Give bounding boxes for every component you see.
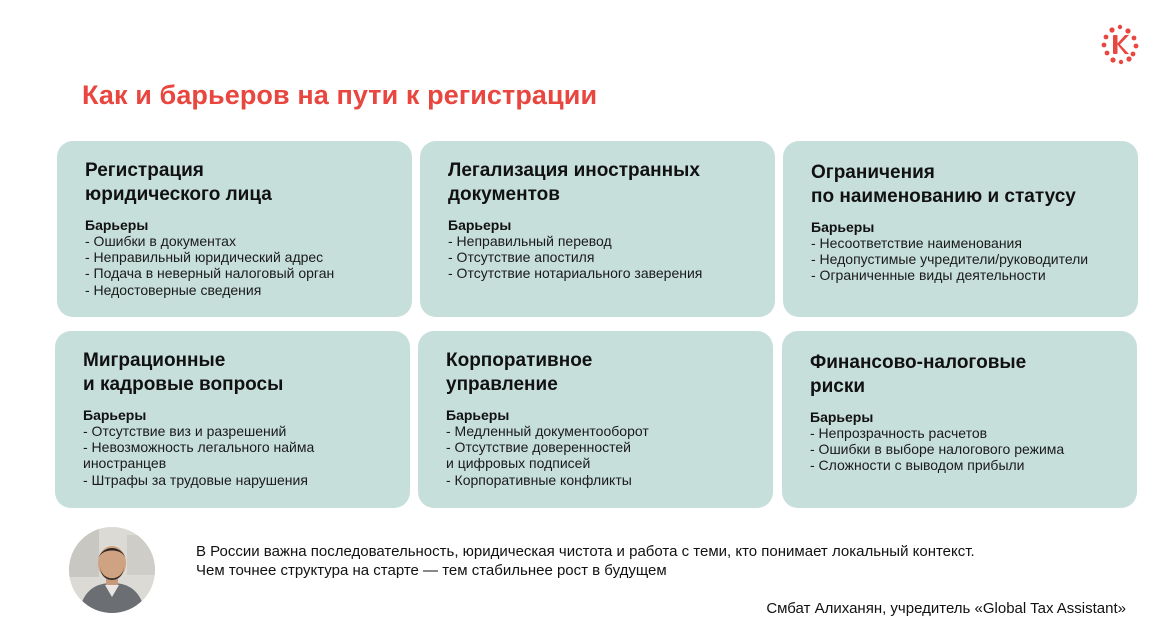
quote-text <box>196 542 1116 580</box>
card-title-line: Миграционные <box>83 350 226 371</box>
card-title <box>810 351 1117 399</box>
list-item: - Ограниченные виды деятельности <box>811 267 1046 284</box>
card-migration-hr-issues <box>55 331 410 508</box>
card-legal-entity-registration <box>57 141 412 317</box>
card-title <box>448 159 755 207</box>
list-item: - Отсутствие апостиля <box>448 249 595 266</box>
card-corporate-governance <box>418 331 773 508</box>
list-item: - Неправильный юридический адрес <box>85 249 324 266</box>
card-title-line: управление <box>446 374 558 395</box>
card-title <box>811 161 1118 209</box>
card-subheading: Барьеры <box>85 217 149 233</box>
card-subheading: Барьеры <box>446 407 510 423</box>
list-item: - Ошибки в документах <box>85 233 236 249</box>
card-financial-tax-risks <box>782 331 1137 508</box>
list-item: - Невозможность легального найма <box>83 439 315 456</box>
list-item: - Отсутствие доверенностей <box>446 439 632 456</box>
barrier-list <box>811 235 1118 284</box>
page-title: Как и барьеров на пути к регистрации <box>82 80 598 110</box>
card-title-line: и кадровые вопросы <box>83 374 284 395</box>
barrier-list <box>446 423 753 488</box>
card-title-line: риски <box>810 376 866 397</box>
quote-author: Смбат Алиханян, учредитель «Global Tax Assistant» <box>766 600 1126 617</box>
list-item: - Штрафы за трудовые нарушения <box>83 471 308 488</box>
card-title-line: по наименованию и статусу <box>811 186 1076 207</box>
company-logo-icon <box>1098 22 1142 66</box>
card-foreign-documents-legalization <box>420 141 775 317</box>
barrier-list <box>448 233 755 282</box>
quote-line: Чем точнее структура на старте — тем стабильнее рост в будущем <box>196 562 667 579</box>
card-title-line: Корпоративное <box>446 350 593 371</box>
card-subheading: Барьеры <box>811 219 875 235</box>
list-item: - Недостоверные сведения <box>85 281 262 298</box>
card-title-line: Легализация иностранных <box>448 160 700 181</box>
barrier-list <box>810 425 1117 474</box>
card-title-line: юридического лица <box>85 184 272 205</box>
list-item: - Непрозрачность расчетов <box>810 425 988 441</box>
list-item: - Несоответствие наименования <box>811 235 1022 251</box>
list-item: - Ошибки в выборе налогового режима <box>810 441 1065 458</box>
card-title-line: Регистрация <box>85 160 204 181</box>
card-name-status-restrictions <box>783 141 1138 317</box>
list-item: - Отсутствие виз и разрешений <box>83 423 287 439</box>
card-subheading: Барьеры <box>448 217 512 233</box>
card-subheading: Барьеры <box>810 409 874 425</box>
list-item: иностранцев <box>83 455 167 472</box>
list-item: - Сложности с выводом прибыли <box>810 457 1025 474</box>
card-title <box>83 349 390 397</box>
author-avatar <box>69 527 155 613</box>
card-title-line: документов <box>448 184 560 205</box>
card-title-line: Ограничения <box>811 162 935 183</box>
list-item: - Отсутствие нотариального заверения <box>448 265 703 282</box>
list-item: - Медленный документооборот <box>446 423 649 439</box>
list-item: - Недопустимые учредители/руководители <box>811 251 1089 268</box>
card-title <box>85 159 392 207</box>
barrier-list <box>85 233 392 298</box>
list-item: - Подача в неверный налоговый орган <box>85 265 335 282</box>
barrier-list <box>83 423 390 488</box>
card-title-line: Финансово-налоговые <box>810 352 1027 373</box>
person-photo-icon <box>69 527 155 613</box>
card-subheading: Барьеры <box>83 407 147 423</box>
list-item: - Неправильный перевод <box>448 233 612 249</box>
quote-line: В России важна последовательность, юридическая чистота и работа с теми, кто понимает локальный контекст. <box>196 543 975 560</box>
list-item: и цифровых подписей <box>446 455 591 472</box>
card-title <box>446 349 753 397</box>
list-item: - Корпоративные конфликты <box>446 471 632 488</box>
